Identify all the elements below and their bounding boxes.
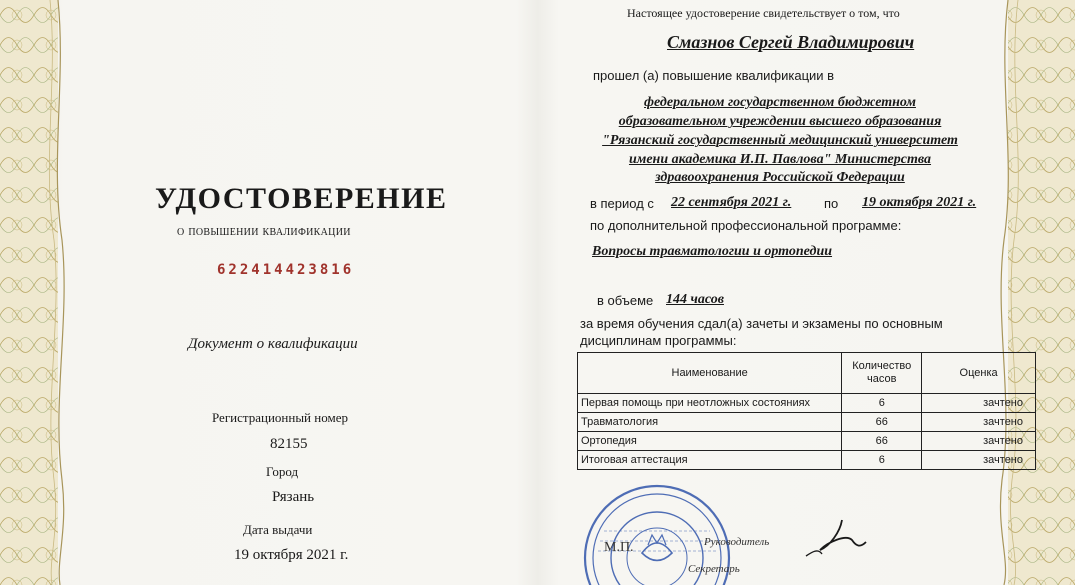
discipline-grade: зачтено	[922, 413, 1036, 432]
passed-text: прошел (а) повышение квалификации в	[593, 68, 835, 83]
volume-value: 144 часов	[666, 292, 724, 307]
period-start-date: 22 сентября 2021 г.	[671, 195, 792, 210]
volume-label: в объеме	[597, 293, 654, 308]
institution-line: образовательном учреждении высшего образования	[618, 114, 942, 129]
signature-icon	[800, 512, 880, 567]
certificate-subtitle: о повышении квалификации	[177, 224, 351, 239]
discipline-name: Первая помощь при неотложных состояниях	[578, 394, 842, 413]
program-name: Вопросы травматологии и ортопедии	[592, 244, 833, 259]
period-label: в период с	[590, 196, 654, 211]
holder-name: Смазнов Сергей Владимирович	[667, 32, 915, 52]
issue-date-value: 19 октября 2021 г.	[234, 547, 349, 563]
intro-text: Настоящее удостоверение свидетельствует о том, что	[627, 6, 900, 20]
institution-line: здравоохранения Российской Федерации	[655, 170, 905, 185]
table-row	[578, 394, 1036, 413]
registration-number-value: 82155	[270, 436, 308, 452]
column-header-name: Наименование	[578, 353, 842, 394]
city-label: Город	[266, 464, 299, 479]
column-header-grade: Оценка	[922, 353, 1036, 394]
institution-line: федеральном государственном бюджетном	[644, 95, 916, 110]
table-row	[578, 413, 1036, 432]
certificate-title: УДОСТОВЕРЕНИЕ	[155, 182, 448, 215]
period-to-label: по	[824, 196, 839, 211]
signature-role-label: Руководитель	[704, 536, 770, 548]
institution-line: имени академика И.П. Павлова" Министерства	[628, 152, 932, 167]
column-header-hours: Количество часов	[842, 353, 922, 394]
stamp-place-label: М.П.	[604, 540, 634, 555]
institution-line: "Рязанский государственный медицинский университет	[602, 133, 958, 148]
discipline-grade: зачтено	[922, 394, 1036, 413]
city-value: Рязань	[272, 489, 315, 505]
discipline-name: Травматология	[578, 413, 842, 432]
discipline-grade: зачтено	[922, 451, 1036, 470]
serial-number: 622414423816	[217, 262, 355, 278]
table-row	[578, 432, 1036, 451]
exams-text: за время обучения сдал(а) зачеты и экзамены по основным	[580, 316, 943, 331]
discipline-hours: 6	[842, 394, 922, 413]
discipline-hours: 6	[842, 451, 922, 470]
discipline-hours: 66	[842, 432, 922, 451]
grades-table	[577, 352, 1036, 470]
secretary-role-label: Секретарь	[688, 563, 740, 575]
decorative-border-right	[990, 0, 1075, 585]
exams-text-continued: дисциплинам программы:	[580, 333, 737, 348]
table-header-row	[578, 353, 1036, 394]
period-end-date: 19 октября 2021 г.	[862, 195, 977, 210]
registration-number-label: Регистрационный номер	[212, 410, 348, 425]
issue-date-label: Дата выдачи	[243, 522, 313, 537]
decorative-border-left	[0, 0, 70, 585]
program-label: по дополнительной профессиональной программе:	[590, 218, 902, 233]
document-type: Документ о квалификации	[188, 336, 358, 352]
discipline-name: Ортопедия	[578, 432, 842, 451]
discipline-hours: 66	[842, 413, 922, 432]
table-row	[578, 451, 1036, 470]
discipline-name: Итоговая аттестация	[578, 451, 842, 470]
discipline-grade: зачтено	[922, 432, 1036, 451]
